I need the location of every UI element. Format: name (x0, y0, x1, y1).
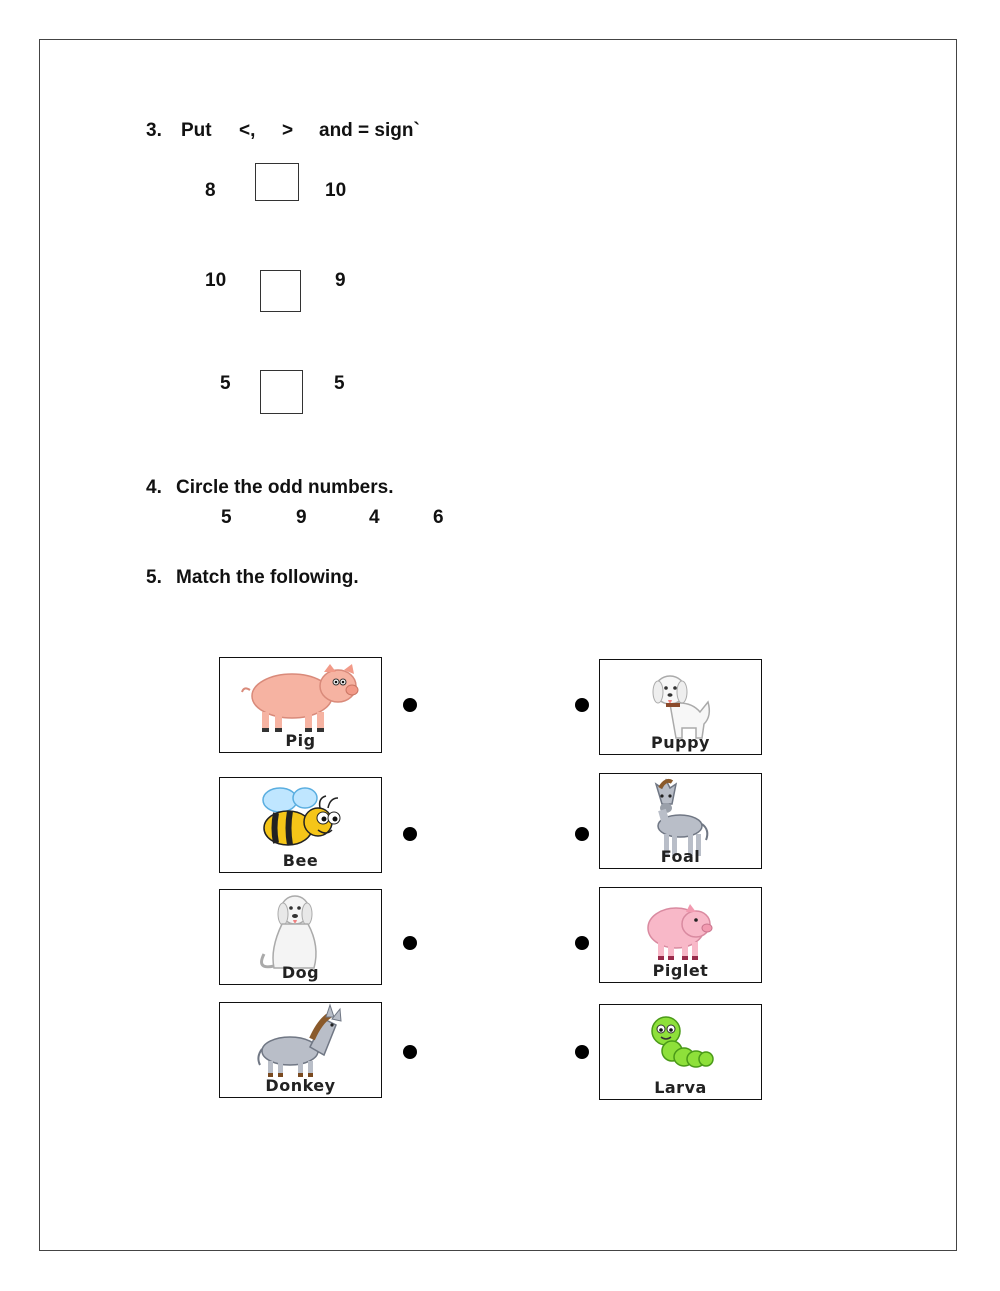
card-label: Larva (654, 1078, 707, 1097)
q3-row1-right: 10 (325, 180, 347, 201)
q3-row3-left: 5 (220, 373, 231, 394)
card-label: Piglet (652, 961, 709, 980)
match-card-foal (599, 773, 762, 869)
q4-number-choice[interactable]: 9 (296, 507, 307, 528)
card-label: Puppy (651, 733, 710, 752)
q5-title: Match the following. (176, 567, 359, 588)
q4-number-choice[interactable]: 4 (369, 507, 380, 528)
match-dot-right[interactable] (575, 698, 589, 712)
q3-row2-right: 9 (335, 270, 346, 291)
q3-number: 3. (146, 120, 162, 141)
card-label: Dog (281, 963, 320, 982)
q3-row3-right: 5 (334, 373, 345, 394)
q5-number: 5. (146, 567, 162, 588)
q3-title-gt: > (282, 120, 294, 141)
match-dot-left[interactable] (403, 936, 417, 950)
q3-title-lt: <, (239, 120, 256, 141)
page-border (39, 39, 957, 1251)
match-dot-left[interactable] (403, 1045, 417, 1059)
card-label: Donkey (265, 1076, 336, 1095)
card-label: Pig (285, 731, 316, 750)
match-card-pig (219, 657, 382, 753)
card-label: Foal (660, 847, 701, 866)
match-card-donkey (219, 1002, 382, 1098)
match-dot-right[interactable] (575, 936, 589, 950)
card-label: Bee (282, 851, 319, 870)
match-dot-right[interactable] (575, 1045, 589, 1059)
match-dot-left[interactable] (403, 827, 417, 841)
q3-row1-answer-box[interactable] (255, 163, 299, 201)
match-card-piglet (599, 887, 762, 983)
q3-row1-left: 8 (205, 180, 216, 201)
q3-row3-answer-box[interactable] (260, 370, 303, 414)
match-card-larva (599, 1004, 762, 1100)
q4-number-choice[interactable]: 6 (433, 507, 444, 528)
match-card-bee (219, 777, 382, 873)
match-dot-left[interactable] (403, 698, 417, 712)
q4-number-choice[interactable]: 5 (221, 507, 232, 528)
q3-row2-left: 10 (205, 270, 227, 291)
match-dot-right[interactable] (575, 827, 589, 841)
q3-row2-answer-box[interactable] (260, 270, 301, 312)
match-card-dog (219, 889, 382, 985)
match-card-puppy (599, 659, 762, 755)
q4-title: Circle the odd numbers. (176, 477, 394, 498)
q3-title-put: Put (181, 120, 212, 141)
q3-title-rest: and = sign` (319, 120, 420, 141)
q4-number: 4. (146, 477, 162, 498)
